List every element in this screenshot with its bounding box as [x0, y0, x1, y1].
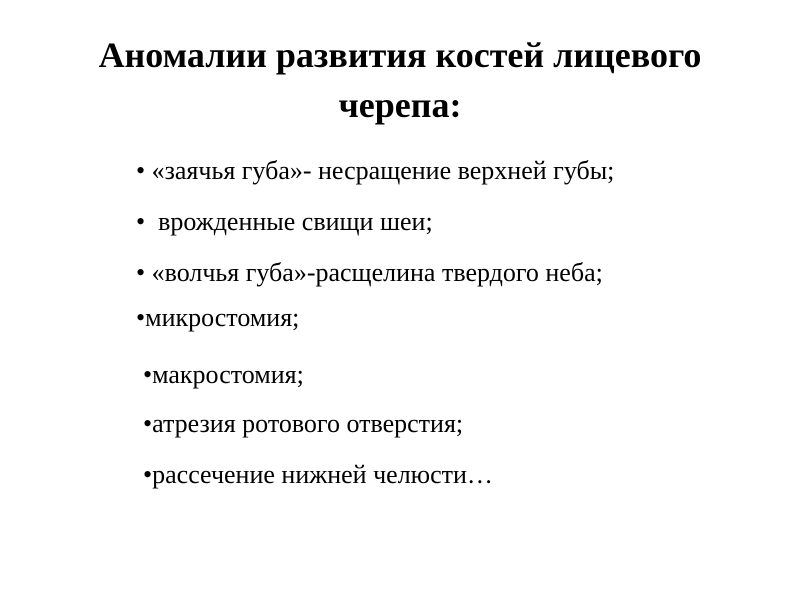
list-item [143, 460, 493, 490]
slide-title-line-2: черепа: [338, 85, 462, 125]
list-item-text: рассечение нижней челюсти… [152, 460, 493, 489]
slide-title-line-1: Аномалии развития костей лицевого [98, 35, 702, 75]
list-item-text: микростомия; [145, 303, 300, 332]
list-item-text: атрезия ротового отверстия; [152, 409, 464, 438]
bullet-marker: • [143, 360, 153, 389]
list-item [143, 409, 463, 439]
list-item-text: «волчья губа»-расщелина твердого неба; [151, 258, 603, 287]
list-item [136, 156, 614, 186]
list-item-text: «заячья губа»- несращение верхней губы; [151, 156, 615, 185]
list-item [136, 258, 603, 288]
list-item [136, 207, 433, 237]
slide-title [0, 30, 800, 130]
bullet-marker: • [143, 460, 153, 489]
bullet-marker: • [136, 207, 159, 236]
list-item [143, 360, 304, 390]
bullet-marker: • [136, 156, 152, 185]
bullet-marker: • [136, 258, 152, 287]
list-item-text: макростомия; [152, 360, 304, 389]
list-item-text: врожденные свищи шеи; [158, 207, 433, 236]
list-item [136, 303, 299, 333]
bullet-marker: • [143, 409, 153, 438]
bullet-marker: • [136, 303, 146, 332]
